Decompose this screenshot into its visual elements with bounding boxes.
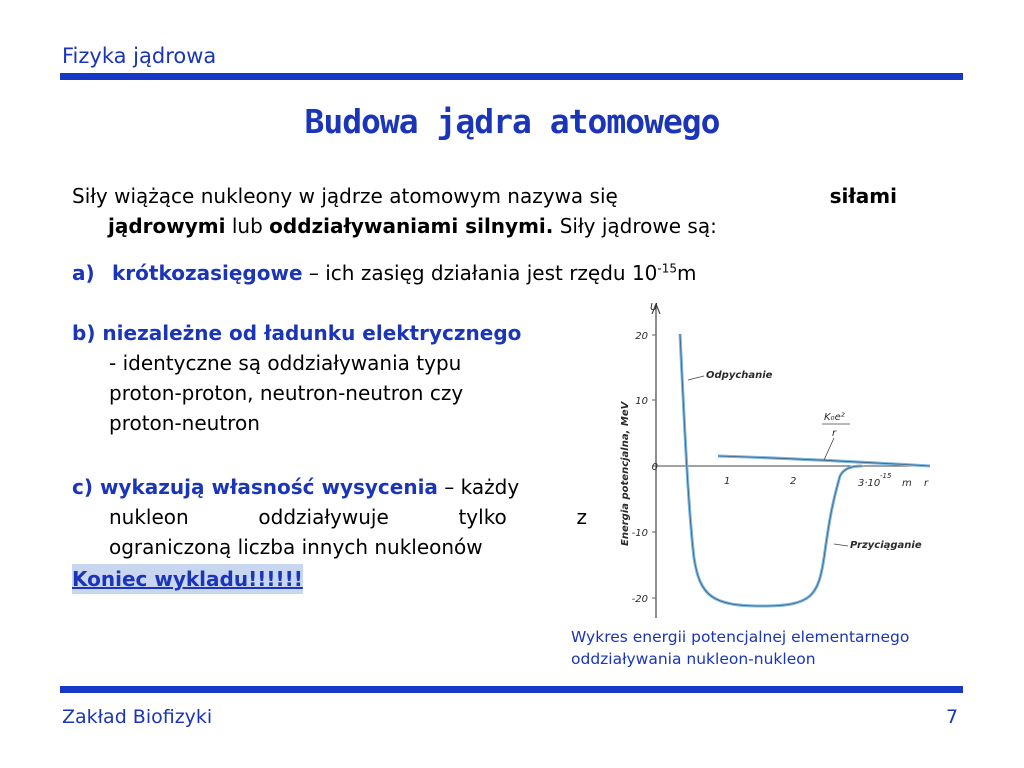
caption-line-1: Wykres energii potencjalnej elementarnego bbox=[571, 628, 910, 646]
y-tick-m20: -20 bbox=[631, 594, 648, 605]
end-link[interactable]: Koniec wykladu!!!!!! bbox=[72, 564, 303, 594]
intro-bold-3: oddziaływaniami silnymi. bbox=[269, 214, 554, 238]
item-a-unit: m bbox=[677, 261, 697, 285]
item-c-word-4: z bbox=[576, 505, 587, 529]
item-b-line-3: proton-neutron bbox=[109, 411, 260, 435]
intro-text-2: lub bbox=[225, 214, 270, 238]
item-a bbox=[72, 258, 697, 288]
coulomb-leader bbox=[824, 438, 834, 460]
bottom-divider bbox=[60, 686, 963, 693]
intro-line-2 bbox=[72, 211, 897, 241]
intro-text-3: Siły jądrowe są: bbox=[553, 214, 717, 238]
course-header: Fizyka jądrowa bbox=[62, 44, 217, 68]
x-tick-1: 1 bbox=[724, 476, 731, 487]
coulomb-numerator: K₀e² bbox=[824, 412, 845, 423]
item-b-line-1: - identyczne są oddziaływania typu bbox=[109, 351, 462, 375]
top-divider bbox=[60, 73, 963, 80]
item-c-line-3: ograniczoną liczba innych nukleonów bbox=[109, 535, 483, 559]
item-c-word-1: nukleon bbox=[109, 505, 189, 529]
repulsion-leader bbox=[688, 376, 704, 380]
attraction-label: Przyciąganie bbox=[850, 540, 922, 551]
y-axis-label: Energia potencjalna, MeV bbox=[620, 401, 631, 546]
repulsion-label: Odpychanie bbox=[706, 370, 773, 381]
footer-institution: Zakład Biofizyki bbox=[62, 706, 213, 728]
intro-bold-2: jądrowymi bbox=[108, 214, 226, 238]
item-a-exponent: -15 bbox=[657, 261, 678, 276]
intro-bold-1: siłami bbox=[829, 184, 897, 208]
item-a-text: – ich zasięg działania jest rzędu 10 bbox=[302, 261, 658, 285]
attraction-leader bbox=[834, 544, 848, 546]
item-c-line-2 bbox=[72, 502, 587, 532]
x-unit: m bbox=[902, 478, 912, 489]
item-c-text: – każdy bbox=[437, 475, 520, 499]
item-b-key: b) niezależne od ładunku elektrycznego bbox=[72, 321, 522, 345]
page-number: 7 bbox=[946, 706, 959, 728]
y-tick-0: 0 bbox=[651, 462, 658, 473]
item-c-word-3: tylko bbox=[458, 505, 507, 529]
x-tick-3: 3·10 bbox=[858, 478, 881, 489]
item-b bbox=[72, 318, 592, 438]
x-tick-exponent: -15 bbox=[880, 472, 892, 480]
item-c bbox=[72, 472, 587, 562]
x-tick-2: 2 bbox=[790, 476, 797, 487]
intro-paragraph bbox=[72, 181, 897, 241]
y-tick-m10: -10 bbox=[631, 528, 648, 539]
item-b-line-2: proton-proton, neutron-neutron czy bbox=[109, 381, 464, 405]
item-a-key: krótkozasięgowe bbox=[112, 261, 303, 285]
intro-line-1 bbox=[72, 181, 897, 211]
item-a-label: a) bbox=[72, 261, 95, 285]
figure-caption bbox=[571, 626, 1011, 670]
y-tick-10: 10 bbox=[635, 396, 648, 407]
y-axis-symbol: U bbox=[650, 302, 658, 313]
potential-energy-plot bbox=[612, 296, 942, 622]
intro-text-1: Siły wiążące nukleony w jądrze atomowym nazywa się bbox=[72, 184, 618, 208]
item-c-line-1 bbox=[72, 472, 587, 502]
item-c-key: c) wykazują własność wysycenia bbox=[72, 475, 438, 499]
y-tick-20: 20 bbox=[635, 331, 648, 342]
x-axis-symbol: r bbox=[924, 478, 929, 489]
caption-line-2: oddziaływania nukleon-nukleon bbox=[571, 650, 816, 668]
slide-title: Budowa jądra atomowego bbox=[304, 102, 720, 141]
item-c-word-2: oddziaływuje bbox=[258, 505, 389, 529]
coulomb-denominator: r bbox=[832, 428, 837, 439]
